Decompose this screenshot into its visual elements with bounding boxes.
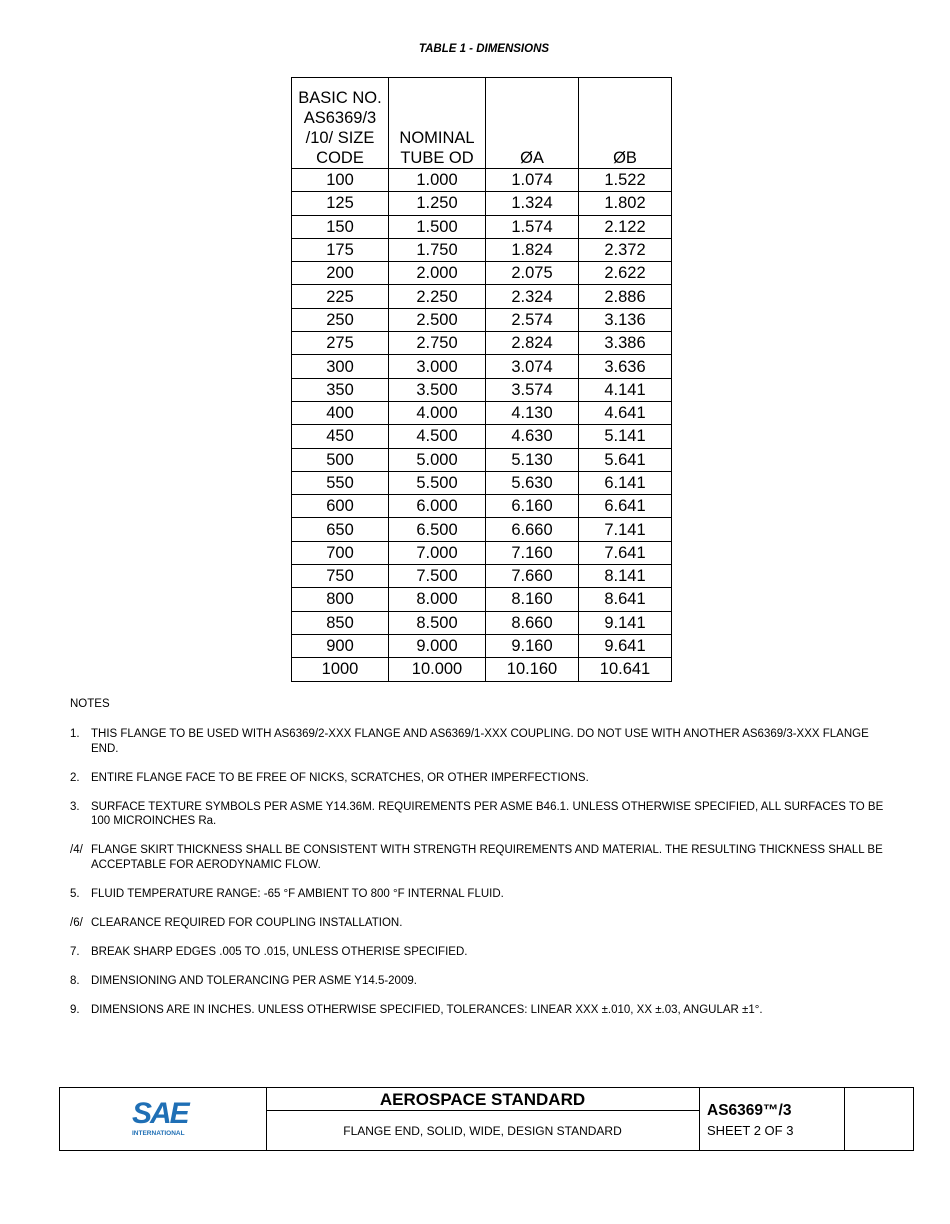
table-cell: 800 [292, 588, 389, 611]
table-row [292, 448, 672, 471]
note-text: THIS FLANGE TO BE USED WITH AS6369/2-XXX FLANGE AND AS6369/1-XXX COUPLING. DO NOT USE WITH ANOTHER AS6369/3-XXX FLANGE END. [91, 728, 869, 755]
note-item [70, 843, 890, 872]
table-cell: 7.141 [579, 518, 672, 541]
table-cell: 1.500 [389, 215, 486, 238]
note-text: FLANGE SKIRT THICKNESS SHALL BE CONSISTENT WITH STRENGTH REQUIREMENTS AND MATERIAL. THE RESULTING THICKNESS SHALL BE ACCEPTABLE FOR AERODYNAMIC FLOW. [91, 844, 883, 871]
table-row [292, 308, 672, 331]
table-row [292, 425, 672, 448]
table-cell: 9.160 [486, 634, 579, 657]
table-cell: 1.750 [389, 238, 486, 261]
note-text: DIMENSIONS ARE IN INCHES. UNLESS OTHERWISE SPECIFIED, TOLERANCES: LINEAR XXX ±.010, XX ±.03, ANGULAR ±1°. [91, 1003, 763, 1016]
table-cell: 7.641 [579, 541, 672, 564]
table-row [292, 541, 672, 564]
table-cell: 2.500 [389, 308, 486, 331]
table-row [292, 378, 672, 401]
table-cell: 7.660 [486, 565, 579, 588]
header-dia-a: ØA [486, 78, 579, 169]
document-subtitle: FLANGE END, SOLID, WIDE, DESIGN STANDARD [343, 1124, 622, 1138]
table-cell: 2.075 [486, 262, 579, 285]
table-row [292, 215, 672, 238]
table-cell: 3.136 [579, 308, 672, 331]
note-number: 1. [70, 728, 80, 740]
table-cell: 125 [292, 192, 389, 215]
table-cell: 2.324 [486, 285, 579, 308]
table-cell: 2.824 [486, 332, 579, 355]
note-number: 2. [70, 771, 80, 784]
table-cell: 3.500 [389, 378, 486, 401]
note-number: 8. [70, 974, 80, 987]
notes-list [70, 727, 890, 1032]
note-text: CLEARANCE REQUIRED FOR COUPLING INSTALLATION. [91, 916, 403, 929]
header-line: AS6369/3 [303, 109, 377, 127]
table-row [292, 238, 672, 261]
header-line: CODE [316, 149, 364, 167]
table-cell: 1000 [292, 658, 389, 681]
table-cell: 8.660 [486, 611, 579, 634]
table-cell: 6.160 [486, 495, 579, 518]
table-cell: 6.660 [486, 518, 579, 541]
table-cell: 9.000 [389, 634, 486, 657]
table-cell: 2.122 [579, 215, 672, 238]
table-cell: 4.000 [389, 401, 486, 424]
table-cell: 1.000 [389, 169, 486, 192]
table-cell: 7.160 [486, 541, 579, 564]
table-cell: 650 [292, 518, 389, 541]
table-row [292, 495, 672, 518]
header-line: NOMINAL [399, 129, 475, 147]
table-cell: 5.500 [389, 471, 486, 494]
table-cell: 2.574 [486, 308, 579, 331]
note-number: 5. [70, 887, 80, 900]
table-cell: 2.000 [389, 262, 486, 285]
table-cell: 8.141 [579, 565, 672, 588]
header-basic-no [292, 78, 389, 169]
table-cell: 225 [292, 285, 389, 308]
table-cell: 1.250 [389, 192, 486, 215]
table-cell: 1.574 [486, 215, 579, 238]
table-cell: 4.130 [486, 401, 579, 424]
note-number: /4/ [70, 844, 83, 856]
notes-heading: NOTES [70, 698, 110, 710]
note-text: DIMENSIONING AND TOLERANCING PER ASME Y14.5-2009. [91, 974, 417, 987]
table-row [292, 658, 672, 681]
note-item [70, 727, 890, 756]
table-cell: 8.000 [389, 588, 486, 611]
note-item [70, 771, 890, 786]
note-number: 9. [70, 1003, 80, 1016]
note-item [70, 887, 890, 902]
table-cell: 6.000 [389, 495, 486, 518]
table-cell: 8.500 [389, 611, 486, 634]
table-cell: 5.000 [389, 448, 486, 471]
note-item [70, 974, 890, 989]
note-text: FLUID TEMPERATURE RANGE: -65 °F AMBIENT TO 800 °F INTERNAL FLUID. [91, 887, 504, 900]
table-cell: 2.622 [579, 262, 672, 285]
header-line: TUBE OD [400, 149, 474, 167]
table-cell: 3.000 [389, 355, 486, 378]
table-cell: 275 [292, 332, 389, 355]
header-tube-od [389, 78, 486, 169]
table-cell: 750 [292, 565, 389, 588]
table-cell: 1.824 [486, 238, 579, 261]
table-cell: 450 [292, 425, 389, 448]
table-cell: 100 [292, 169, 389, 192]
note-item [70, 945, 890, 960]
header-line: /10/ SIZE [305, 129, 375, 147]
sheet-number: SHEET 2 OF 3 [707, 1123, 794, 1138]
table-cell: 4.641 [579, 401, 672, 424]
table-row [292, 355, 672, 378]
table-cell: 150 [292, 215, 389, 238]
table-cell: 6.500 [389, 518, 486, 541]
sae-logo-icon [130, 1098, 200, 1138]
table-row [292, 611, 672, 634]
table-row [292, 565, 672, 588]
table-cell: 300 [292, 355, 389, 378]
header-line: BASIC NO. [298, 89, 382, 107]
table-cell: 700 [292, 541, 389, 564]
table-cell: 500 [292, 448, 389, 471]
table-cell: 3.386 [579, 332, 672, 355]
dimensions-table [291, 77, 672, 682]
table-cell: 9.141 [579, 611, 672, 634]
title-cell [266, 1088, 700, 1150]
table-cell: 7.500 [389, 565, 486, 588]
table-cell: 175 [292, 238, 389, 261]
table-cell: 2.750 [389, 332, 486, 355]
table-cell: 200 [292, 262, 389, 285]
table-cell: 2.886 [579, 285, 672, 308]
table-cell: 400 [292, 401, 389, 424]
header-dia-b: ØB [579, 78, 672, 169]
note-text: SURFACE TEXTURE SYMBOLS PER ASME Y14.36M. REQUIREMENTS PER ASME B46.1. UNLESS OTHERWISE SPECIFIED, ALL SURFACES TO BE 100 MICROINCHES Ra. [91, 800, 884, 827]
table-row [292, 518, 672, 541]
table-cell: 6.641 [579, 495, 672, 518]
note-text: ENTIRE FLANGE FACE TO BE FREE OF NICKS, SCRATCHES, OR OTHER IMPERFECTIONS. [91, 771, 589, 784]
table-body [292, 169, 672, 682]
table-header-row [292, 78, 672, 169]
table-cell: 8.641 [579, 588, 672, 611]
table-row [292, 401, 672, 424]
table-cell: 10.641 [579, 658, 672, 681]
table-cell: 2.250 [389, 285, 486, 308]
table-title: TABLE 1 - DIMENSIONS [418, 43, 550, 55]
table-cell: 4.141 [579, 378, 672, 401]
standard-title: AEROSPACE STANDARD [266, 1088, 699, 1111]
note-number: 3. [70, 800, 80, 813]
table-cell: 900 [292, 634, 389, 657]
table-cell: 600 [292, 495, 389, 518]
doc-number-cell [699, 1088, 845, 1150]
title-block [59, 1087, 914, 1151]
table-cell: 1.074 [486, 169, 579, 192]
revision-cell [844, 1088, 913, 1150]
table-cell: 1.802 [579, 192, 672, 215]
table-cell: 5.130 [486, 448, 579, 471]
table-cell: 6.141 [579, 471, 672, 494]
table-cell: 1.522 [579, 169, 672, 192]
table-cell: 550 [292, 471, 389, 494]
table-row [292, 634, 672, 657]
table-cell: 8.160 [486, 588, 579, 611]
table-cell: 4.630 [486, 425, 579, 448]
note-item [70, 916, 890, 931]
table-row [292, 588, 672, 611]
table-row [292, 471, 672, 494]
table-cell: 350 [292, 378, 389, 401]
table-row [292, 192, 672, 215]
logo-cell [60, 1088, 267, 1150]
table-cell: 4.500 [389, 425, 486, 448]
table-cell: 250 [292, 308, 389, 331]
note-number: /6/ [70, 916, 83, 929]
table-cell: 1.324 [486, 192, 579, 215]
table-row [292, 332, 672, 355]
table-cell: 3.574 [486, 378, 579, 401]
table-cell: 3.074 [486, 355, 579, 378]
document-number: AS6369™/3 [707, 1102, 792, 1119]
table-cell: 10.160 [486, 658, 579, 681]
table-row [292, 285, 672, 308]
table-cell: 850 [292, 611, 389, 634]
table-cell: 5.630 [486, 471, 579, 494]
table-cell: 2.372 [579, 238, 672, 261]
note-number: 7. [70, 945, 80, 958]
table-row [292, 169, 672, 192]
svg-text:INTERNATIONAL: INTERNATIONAL [132, 1130, 185, 1137]
table-cell: 10.000 [389, 658, 486, 681]
table-cell: 3.636 [579, 355, 672, 378]
note-item [70, 800, 890, 829]
table-cell: 5.141 [579, 425, 672, 448]
table-cell: 5.641 [579, 448, 672, 471]
table-cell: 7.000 [389, 541, 486, 564]
note-text: BREAK SHARP EDGES .005 TO .015, UNLESS OTHERISE SPECIFIED. [91, 945, 468, 958]
table-cell: 9.641 [579, 634, 672, 657]
svg-text:SAE: SAE [132, 1098, 188, 1130]
note-item [70, 1003, 890, 1018]
table-row [292, 262, 672, 285]
